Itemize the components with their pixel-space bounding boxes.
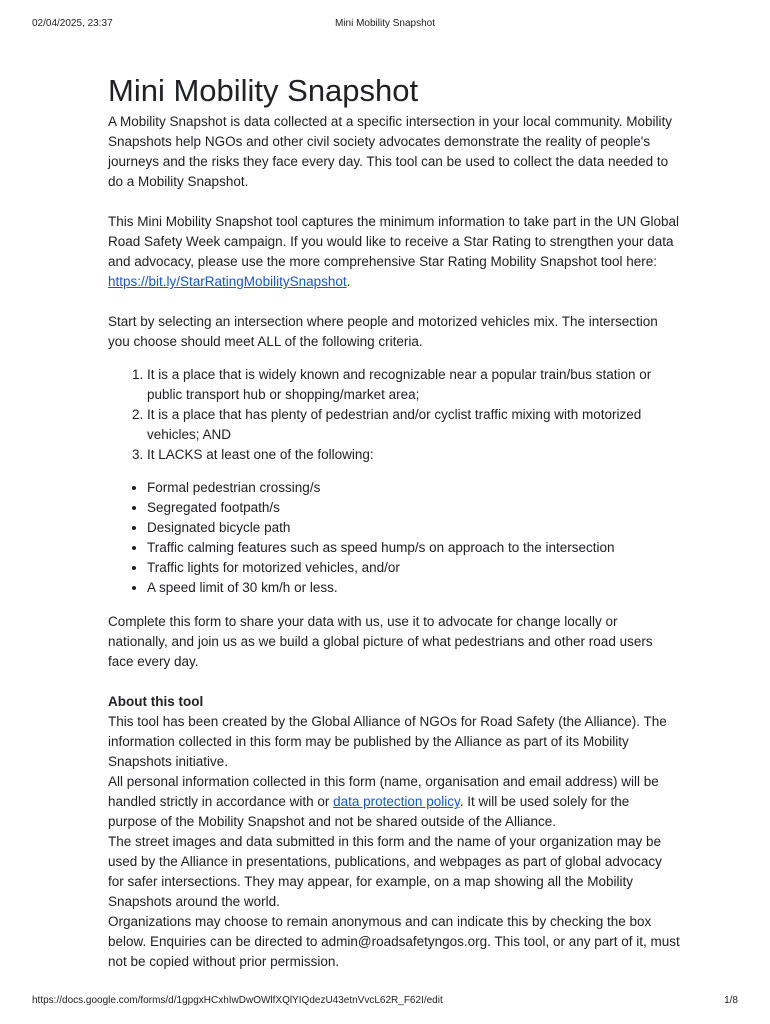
print-page-title: Mini Mobility Snapshot xyxy=(334,18,436,29)
criteria-item: 3. It LACKS at least one of the following: xyxy=(147,445,680,465)
paragraph-spacer xyxy=(108,598,680,612)
print-url: https://docs.google.com/forms/d/1gpgxHCxhIwDwOWlfXQlYIQdezU43etnVvcL62R_F62I/edit xyxy=(32,995,443,1006)
lacks-list xyxy=(108,478,680,598)
lacks-item: • Formal pedestrian crossing/s xyxy=(147,478,680,498)
form-description xyxy=(108,72,680,972)
lacks-item: • A speed limit of 30 km/h or less. xyxy=(147,578,680,598)
star-rating-link[interactable]: https://bit.ly/StarRatingMobilitySnapshot xyxy=(108,274,347,289)
campaign-paragraph xyxy=(108,212,680,292)
complete-paragraph: Complete this form to share your data with us, use it to advocate for change locally or nationally, and join us as we build a global picture of what pedestrians and other road users face every day. xyxy=(108,614,653,669)
intro-paragraph: A Mobility Snapshot is data collected at a specific intersection in your local community. Mobility Snapshots help NGOs and other civil society advocates demonstrate the reality of people's journeys and the risks they face every day. This tool can be used to collect the data needed to do a Mobility Snapshot. xyxy=(108,114,673,189)
criteria-item: 1. It is a place that is widely known and recognizable near a popular train/bus station or public transport hub or shopping/market area; xyxy=(147,365,680,405)
campaign-text-end: . xyxy=(346,274,351,289)
print-footer xyxy=(32,995,738,1009)
data-protection-policy-link[interactable]: data protection policy xyxy=(333,794,460,809)
about-heading: About this tool xyxy=(108,694,204,709)
print-datetime: 02/04/2025, 23:37 xyxy=(32,18,113,29)
about-privacy-line xyxy=(108,772,680,832)
about-line: The street images and data submitted in this form and the name of your organization may be used by the Alliance in presentations, publications, and webpages as part of global advocacy for safer intersections. They may appear, for example, on a map showing all the Mobility Snapshots around the world. xyxy=(108,834,662,909)
form-title: Mini Mobility Snapshot xyxy=(108,73,419,108)
criteria-intro: Start by selecting an intersection where people and motorized vehicles mix. The intersection you choose should meet ALL of the following criteria. xyxy=(108,314,658,349)
lacks-item: • Traffic lights for motorized vehicles, and/or xyxy=(147,558,680,578)
about-line: This tool has been created by the Global Alliance of NGOs for Road Safety (the Alliance). The information collected in this form may be published by the Alliance as part of its Mobility Snapshots initiative. xyxy=(108,714,667,769)
criteria-item: 2. It is a place that has plenty of pedestrian and/or cyclist traffic mixing with motorized vehicles; AND xyxy=(147,405,680,445)
criteria-list xyxy=(108,365,680,465)
print-page-number: 1/8 xyxy=(724,995,738,1006)
about-privacy-text: All personal information collected in this form (name, organisation and email address) will be handled strictly in accordance with or xyxy=(108,774,659,809)
lacks-item: • Designated bicycle path xyxy=(147,518,680,538)
lacks-item: • Traffic calming features such as speed hump/s on approach to the intersection xyxy=(147,538,680,558)
paragraph-spacer xyxy=(108,292,680,312)
about-line: Organizations may choose to remain anonymous and can indicate this by checking the box below. Enquiries can be directed to admin@roadsafetyngos.org. This tool, or any part of it, must not be copied without prior permission. xyxy=(108,914,680,969)
paragraph-spacer xyxy=(108,192,680,212)
print-header xyxy=(32,18,738,32)
about-privacy-text-end: . It will be used solely for the purpose of the Mobility Snapshot and not be shared outside of the Alliance. xyxy=(108,794,630,829)
paragraph-spacer xyxy=(108,672,680,692)
lacks-item: • Segregated footpath/s xyxy=(147,498,680,518)
campaign-text: This Mini Mobility Snapshot tool captures the minimum information to take part in the UN Global Road Safety Week campaign. If you would like to receive a Star Rating to strengthen your data and advocacy, please use the more comprehensive Star Rating Mobility Snapshot tool here: xyxy=(108,214,680,269)
